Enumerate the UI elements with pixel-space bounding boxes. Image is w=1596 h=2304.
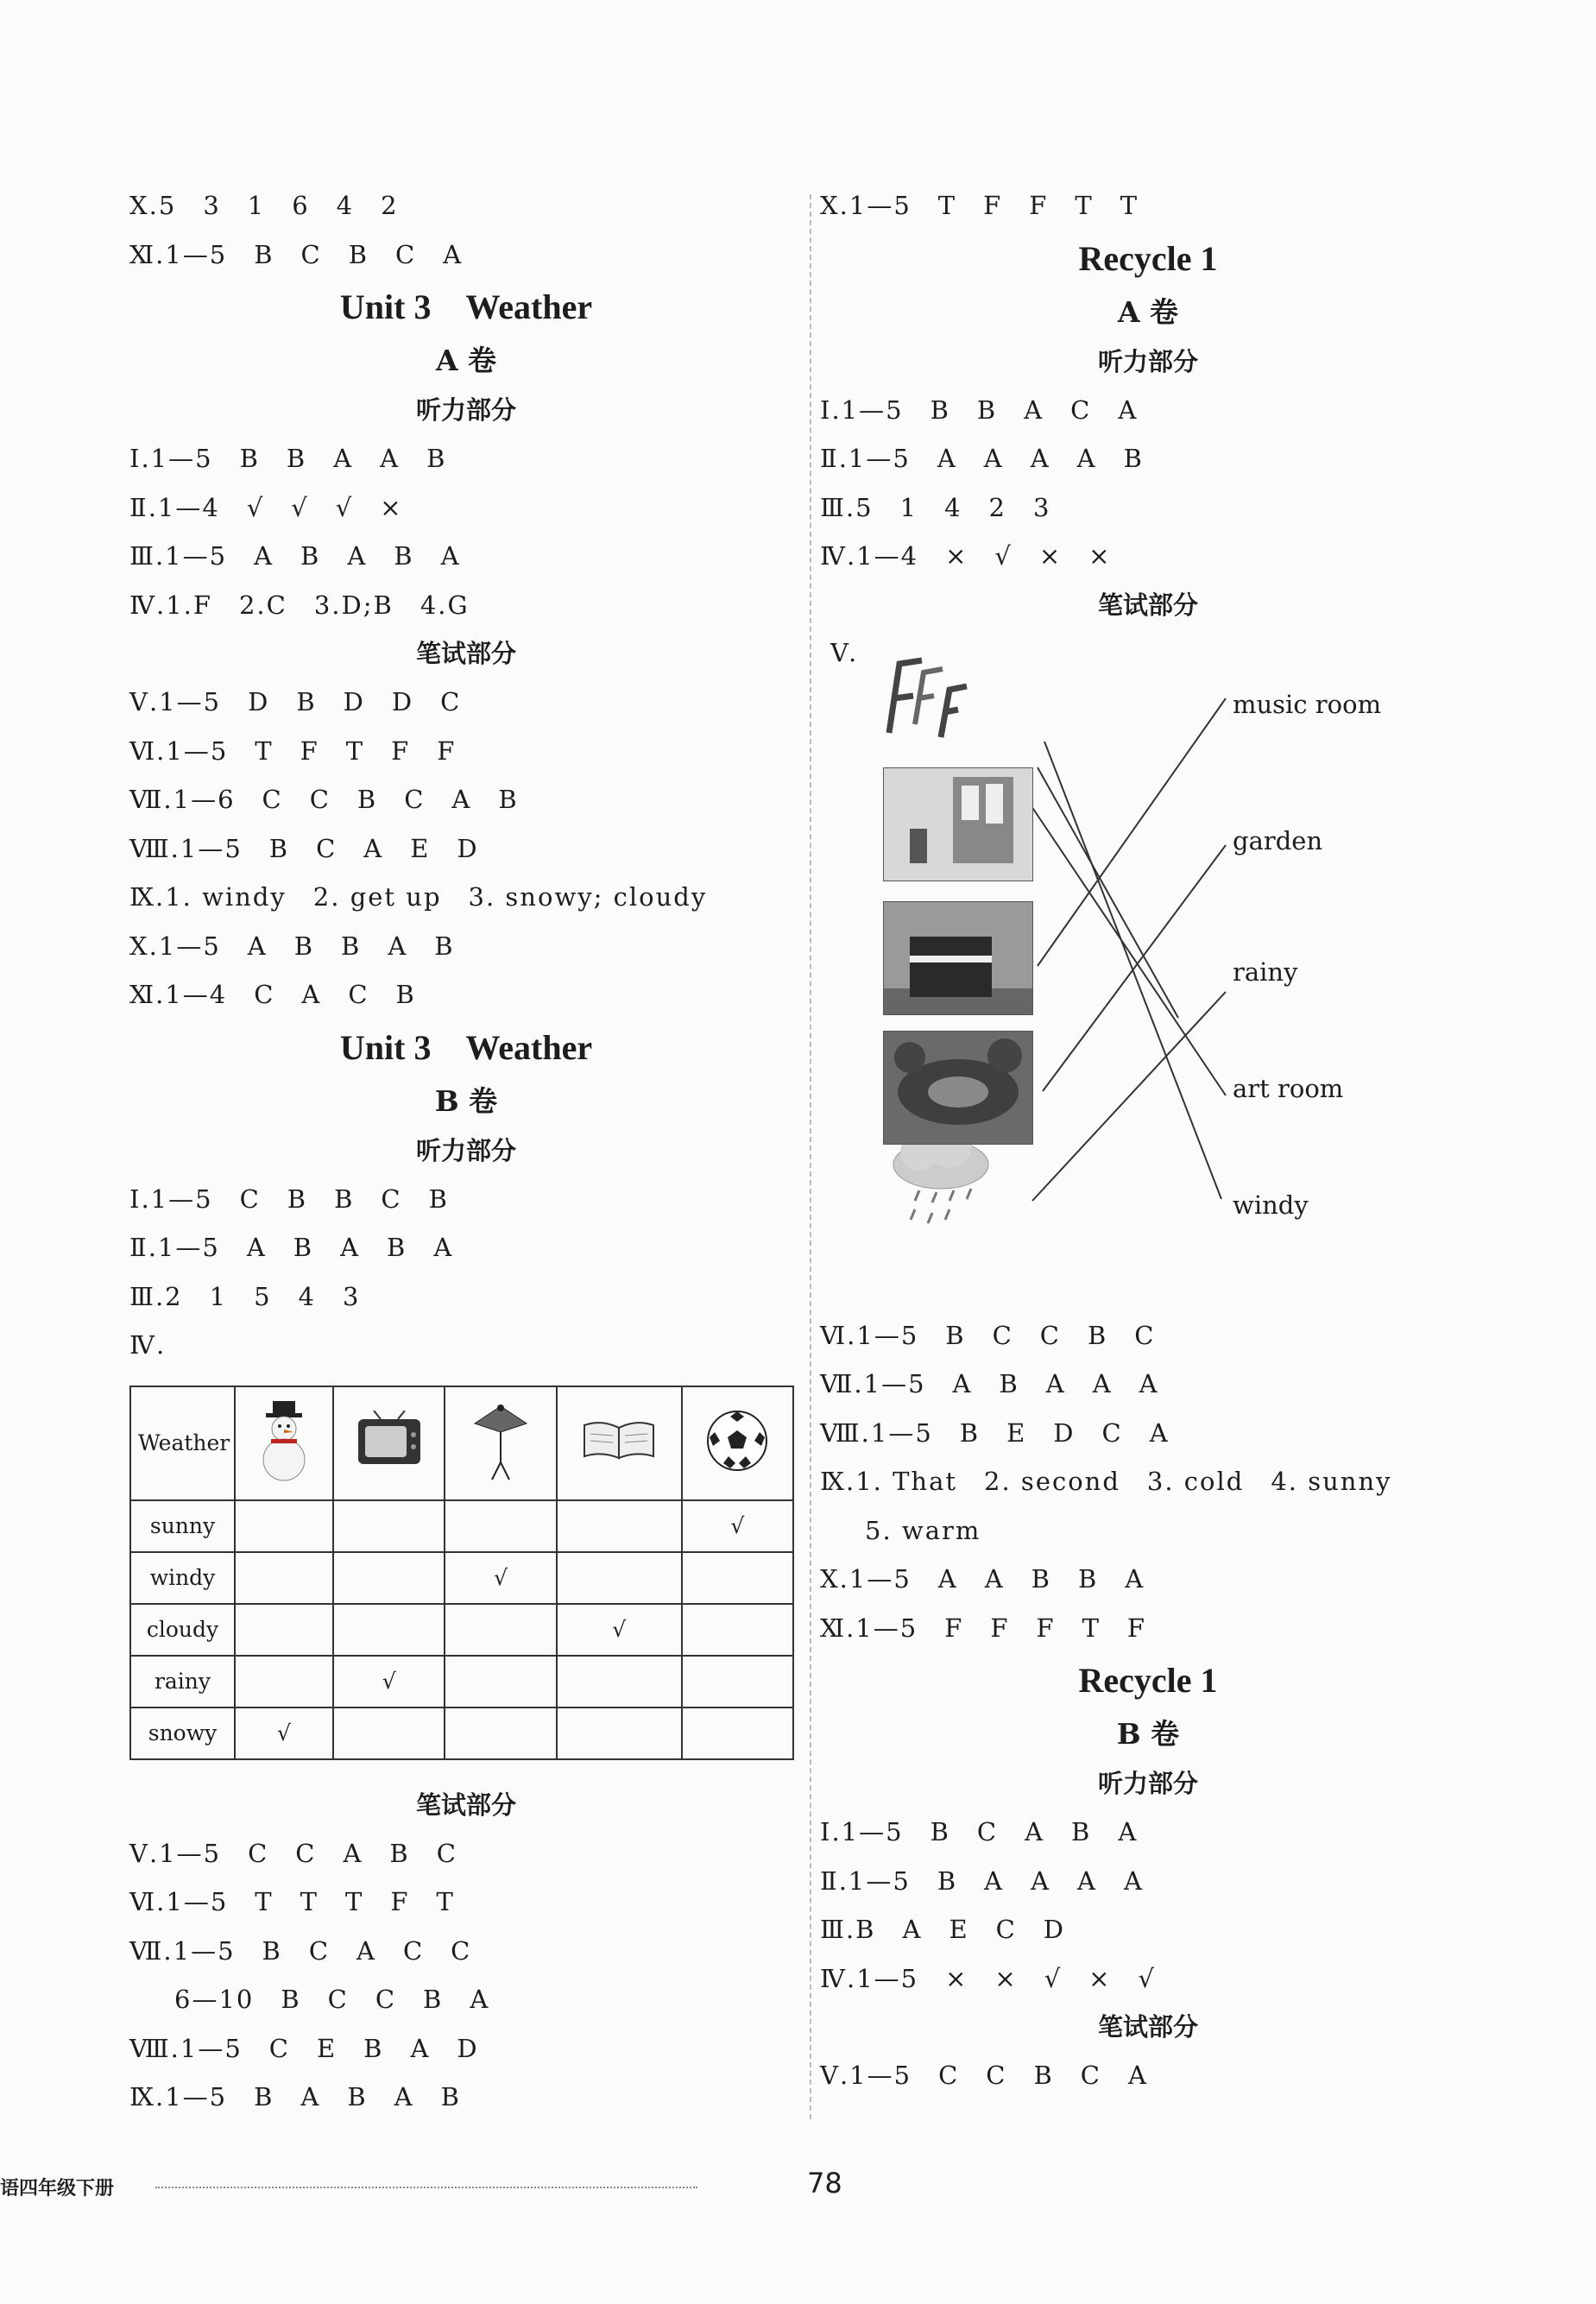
table-cell bbox=[445, 1656, 556, 1707]
wind-icon bbox=[889, 660, 967, 737]
answer-line: Ⅳ. bbox=[129, 1330, 167, 1360]
row-label: cloudy bbox=[130, 1604, 235, 1656]
table-cell bbox=[235, 1656, 333, 1707]
table-header-weather: Weather bbox=[130, 1386, 235, 1500]
column-divider bbox=[810, 194, 811, 2119]
answer-line: Ⅲ.1—5 A B A B A bbox=[129, 541, 461, 571]
row-label: windy bbox=[130, 1552, 235, 1604]
match-word: garden bbox=[1233, 825, 1323, 855]
football-icon bbox=[682, 1386, 793, 1500]
match-word: rainy bbox=[1233, 956, 1298, 987]
answer-line: Ⅵ.1—5 T F T F F bbox=[129, 735, 457, 766]
paper-label: B 卷 bbox=[1116, 1717, 1180, 1751]
table-cell: √ bbox=[333, 1656, 445, 1707]
answer-line: Ⅶ.1—6 C C B C A B bbox=[129, 785, 519, 814]
table-cell bbox=[682, 1707, 793, 1759]
unit-title: Unit 3 Weather bbox=[339, 287, 593, 326]
match-word: art room bbox=[1233, 1073, 1344, 1103]
table-cell bbox=[235, 1500, 333, 1552]
section-heading: 听力部分 bbox=[415, 1135, 516, 1165]
answer-line: Ⅺ.1—5 B C B C A bbox=[129, 239, 464, 269]
answer-line: Ⅵ.1—5 B C C B C bbox=[820, 1320, 1156, 1350]
tv-icon bbox=[333, 1386, 445, 1500]
answer-line: Ⅵ.1—5 T T T F T bbox=[129, 1887, 455, 1916]
answer-line: Ⅹ.1—5 A A B B A bbox=[820, 1564, 1145, 1594]
answer-line: Ⅰ.1—5 B B A A B bbox=[129, 444, 447, 473]
answer-line: 5. warm bbox=[865, 1515, 981, 1545]
answer-lines bbox=[1031, 698, 1226, 1201]
section-heading: 笔试部分 bbox=[1097, 2012, 1198, 2042]
answer-line: Ⅲ.B A E C D bbox=[820, 1915, 1066, 1944]
table-cell: √ bbox=[445, 1552, 556, 1604]
table-cell bbox=[682, 1604, 793, 1656]
table-cell bbox=[235, 1604, 333, 1656]
table-row bbox=[130, 1656, 793, 1707]
answer-line: Ⅱ.1—4 √ √ √ × bbox=[129, 492, 403, 522]
table-cell: √ bbox=[682, 1500, 793, 1552]
answer-line: Ⅹ.1—5 T F F T T bbox=[820, 191, 1139, 220]
answer-line: Ⅱ.1—5 A B A B A bbox=[129, 1233, 454, 1262]
paper-label: B 卷 bbox=[434, 1083, 498, 1118]
answer-line: Ⅲ.5 1 4 2 3 bbox=[820, 492, 1051, 522]
match-word: music room bbox=[1233, 689, 1382, 719]
answer-line: Ⅱ.1—5 B A A A A bbox=[820, 1865, 1144, 1896]
table-row bbox=[130, 1552, 793, 1604]
answer-line: Ⅳ.1—4 × √ × × bbox=[820, 541, 1112, 571]
section-heading: 笔试部分 bbox=[1097, 590, 1198, 620]
kite-icon bbox=[445, 1386, 556, 1500]
answer-line: Ⅰ.1—5 B B A C A bbox=[820, 395, 1139, 425]
table-cell bbox=[682, 1656, 793, 1707]
answer-line: Ⅸ.1—5 B A B A B bbox=[129, 2082, 461, 2111]
left-column bbox=[129, 181, 803, 2122]
right-column bbox=[820, 181, 1476, 2100]
weather-table bbox=[129, 1386, 794, 1760]
table-row bbox=[130, 1500, 793, 1552]
footer-book-title: 语四年级下册 bbox=[0, 2178, 115, 2200]
table-cell bbox=[682, 1552, 793, 1604]
table-row bbox=[130, 1604, 793, 1656]
answer-line: 6—10 B C C B A bbox=[174, 1985, 490, 2014]
section-heading: 笔试部分 bbox=[415, 1790, 516, 1820]
answer-line: Ⅺ.1—4 C A C B bbox=[129, 980, 416, 1009]
paper-label: A 卷 bbox=[435, 344, 497, 377]
answer-line: Ⅳ.1—5 × × √ × √ bbox=[820, 1963, 1156, 1993]
footer-dotted-line bbox=[155, 2187, 697, 2188]
table-cell: √ bbox=[235, 1707, 333, 1759]
matching-exercise bbox=[820, 629, 1476, 1311]
answer-line: Ⅷ.1—5 C E B A D bbox=[129, 2033, 479, 2063]
table-cell bbox=[557, 1552, 682, 1604]
row-label: rainy bbox=[130, 1656, 235, 1707]
answer-line: Ⅴ.1—5 D B D D C bbox=[129, 687, 462, 716]
unit-title: Recycle 1 bbox=[1078, 1661, 1218, 1700]
answer-line: Ⅶ.1—5 A B A A A bbox=[820, 1369, 1159, 1398]
section-heading: 听力部分 bbox=[1097, 346, 1198, 376]
art-room-photo bbox=[883, 767, 1033, 881]
table-cell bbox=[333, 1552, 445, 1604]
unit-title: Unit 3 Weather bbox=[339, 1027, 593, 1067]
row-label: snowy bbox=[130, 1707, 235, 1759]
table-row bbox=[130, 1707, 793, 1759]
row-label: sunny bbox=[130, 1500, 235, 1552]
answer-line: Ⅹ.1—5 A B B A B bbox=[129, 931, 455, 961]
table-cell bbox=[333, 1707, 445, 1759]
table-cell bbox=[333, 1604, 445, 1656]
answer-line: Ⅰ.1—5 C B B C B bbox=[129, 1184, 449, 1214]
section-heading: 笔试部分 bbox=[415, 639, 516, 668]
table-cell bbox=[557, 1656, 682, 1707]
garden-photo bbox=[883, 1031, 1033, 1145]
answer-line: Ⅲ.2 1 5 4 3 bbox=[129, 1281, 361, 1311]
section-heading: 听力部分 bbox=[1097, 1769, 1198, 1798]
answer-line: Ⅹ.5 3 1 6 4 2 bbox=[129, 191, 399, 220]
table-cell bbox=[557, 1500, 682, 1552]
answer-line: Ⅸ.1. windy 2. get up 3. snowy; cloudy bbox=[129, 882, 708, 912]
answer-line: Ⅴ.1—5 C C A B C bbox=[129, 1838, 457, 1868]
table-cell bbox=[445, 1707, 556, 1759]
table-cell: √ bbox=[557, 1604, 682, 1656]
page-number: 78 bbox=[807, 2167, 842, 2200]
unit-title: Recycle 1 bbox=[1078, 238, 1218, 278]
section-heading: 听力部分 bbox=[415, 395, 516, 425]
answer-line: Ⅱ.1—5 A A A A B bbox=[820, 444, 1144, 473]
answer-line: Ⅺ.1—5 F F F T F bbox=[820, 1613, 1147, 1643]
book-icon bbox=[557, 1386, 682, 1500]
table-cell bbox=[445, 1500, 556, 1552]
answer-line: Ⅷ.1—5 B E D C A bbox=[820, 1417, 1170, 1448]
table-header-row bbox=[130, 1386, 793, 1500]
answer-line: Ⅰ.1—5 B C A B A bbox=[820, 1817, 1139, 1846]
paper-label: A 卷 bbox=[1117, 294, 1179, 329]
answer-line: Ⅳ.1.F 2.C 3.D;B 4.G bbox=[129, 590, 470, 620]
question-label: Ⅴ. bbox=[830, 637, 857, 667]
table-cell bbox=[557, 1707, 682, 1759]
snowman-icon bbox=[235, 1386, 333, 1500]
answer-line: Ⅴ.1—5 C C B C A bbox=[820, 2061, 1148, 2090]
answer-line: Ⅶ.1—5 B C A C C bbox=[129, 1935, 472, 1966]
table-cell bbox=[235, 1552, 333, 1604]
table-cell bbox=[333, 1500, 445, 1552]
answer-line: Ⅷ.1—5 B C A E D bbox=[129, 833, 479, 863]
piano-room-photo bbox=[883, 901, 1033, 1015]
match-word: windy bbox=[1233, 1190, 1309, 1220]
answer-line: Ⅸ.1. That 2. second 3. cold 4. sunny bbox=[820, 1467, 1392, 1496]
table-cell bbox=[445, 1604, 556, 1656]
